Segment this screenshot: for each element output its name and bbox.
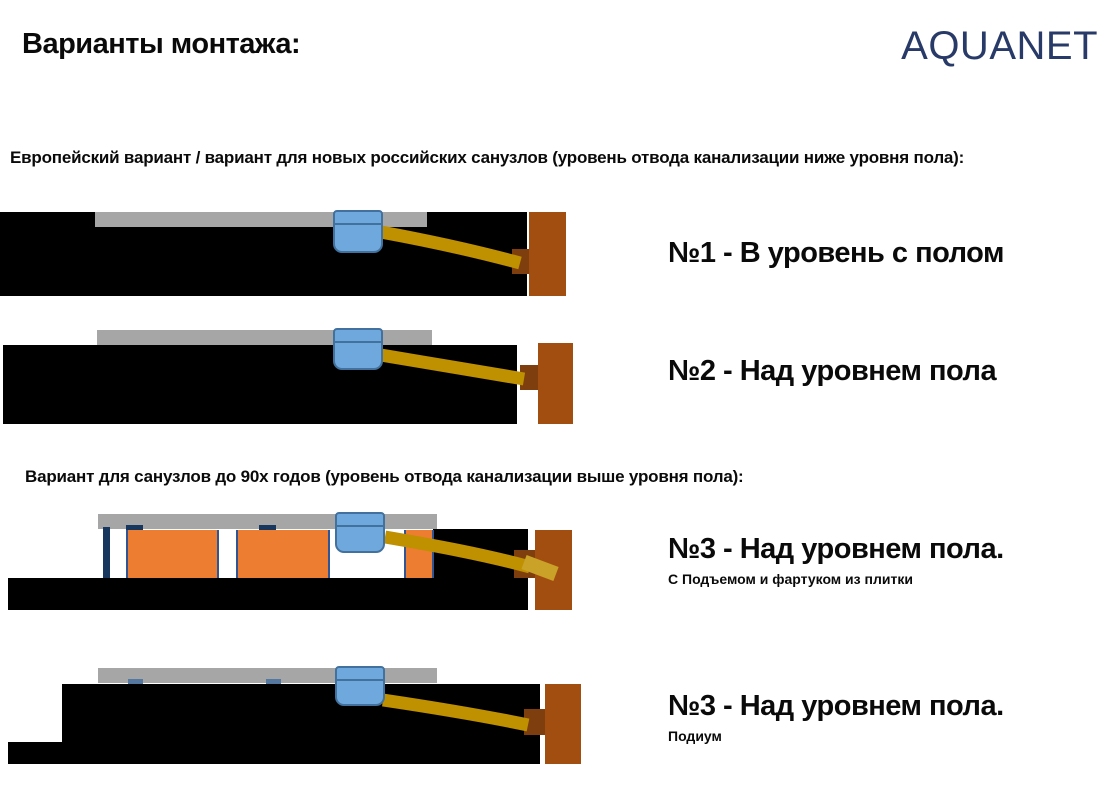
siphon bbox=[333, 210, 383, 253]
brick-block bbox=[236, 530, 330, 578]
podium-step bbox=[8, 742, 64, 764]
diagram-option2-above-floor bbox=[0, 322, 660, 427]
brand-logo: AQUANET bbox=[901, 24, 1098, 68]
diagram-option1-flush-with-floor bbox=[0, 205, 660, 305]
option-4-subtitle: Подиум bbox=[668, 728, 722, 744]
sewer-outlet bbox=[512, 249, 530, 274]
option-4-title: №3 - Над уровнем пола. bbox=[668, 690, 1004, 722]
option-3-subtitle: С Подъемом и фартуком из плитки bbox=[668, 571, 913, 587]
diagram-option3-podium bbox=[0, 655, 660, 770]
section-heading-pre-90s: Вариант для санузлов до 90х годов (уровень отвода канализации выше уровня пола): bbox=[25, 467, 744, 486]
sewer-riser-wall bbox=[535, 530, 572, 610]
siphon bbox=[335, 666, 385, 706]
sewer-outlet bbox=[514, 550, 535, 578]
floor-slab bbox=[8, 578, 528, 610]
option-label-4 bbox=[668, 690, 1004, 744]
sewer-riser-wall bbox=[529, 212, 566, 296]
siphon bbox=[335, 512, 385, 553]
siphon bbox=[333, 328, 383, 370]
sewer-outlet bbox=[524, 709, 545, 735]
brick-block bbox=[404, 530, 434, 578]
floor-section bbox=[3, 345, 517, 424]
option-3-title: №3 - Над уровнем пола. bbox=[668, 533, 1004, 565]
brick-block bbox=[126, 530, 219, 578]
option-2-title: №2 - Над уровнем пола bbox=[668, 355, 997, 387]
sewer-outlet bbox=[520, 365, 538, 390]
page-title: Варианты монтажа: bbox=[22, 28, 301, 60]
option-1-title: №1 - В уровень с полом bbox=[668, 237, 1004, 269]
sewer-riser-wall bbox=[538, 343, 573, 424]
option-label-1 bbox=[668, 237, 1004, 270]
option-label-2 bbox=[668, 355, 996, 388]
diagram-option3-raised-on-bricks bbox=[0, 505, 660, 617]
option-label-3 bbox=[668, 533, 1004, 587]
tile-apron-edge bbox=[103, 527, 110, 578]
sewer-riser-wall bbox=[545, 684, 581, 764]
podium-block bbox=[62, 684, 540, 764]
section-heading-european: Европейский вариант / вариант для новых российских санузлов (уровень отвода канализации ниже уровня пола): bbox=[10, 148, 965, 167]
